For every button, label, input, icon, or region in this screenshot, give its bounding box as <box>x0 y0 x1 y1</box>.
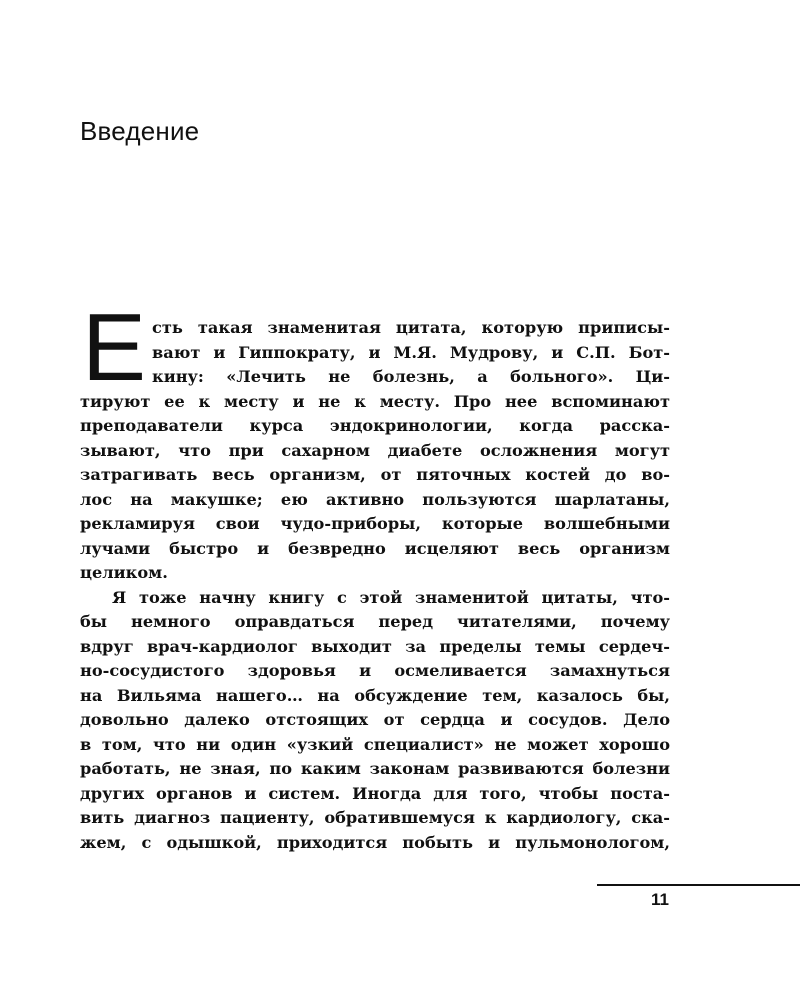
text-line: бы немного оправдаться перед читателями, почему <box>80 612 670 631</box>
footer-rule <box>597 884 800 886</box>
text-line: других органов и систем. Иногда для того, чтобы поста- <box>80 783 670 803</box>
text-line: но-сосудистого здоровья и осмеливается замахнуться <box>80 661 670 680</box>
text-line: зывают, что при сахарном диабете осложнения могут <box>80 440 670 460</box>
text-line: тируют ее к месту и не к месту. Про нее вспоминают <box>80 391 670 411</box>
text-line: вают и Гиппократу, и М.Я. Мудрову, и С.П. Бот- <box>152 342 670 362</box>
text-line: преподаватели курса эндокринологии, когда расска- <box>80 416 670 435</box>
text-line: вдруг врач-кардиолог выходит за пределы темы сердеч- <box>80 636 670 656</box>
text-line: рекламируя свои чудо-приборы, которые волшебными <box>80 514 670 533</box>
text-line: кину: «Лечить не болезнь, а больного». Ци- <box>152 367 670 386</box>
text-line: в том, что ни один «узкий специалист» не может хорошо <box>80 734 670 754</box>
text-line: довольно далеко отстоящих от сердца и сосудов. Дело <box>80 710 670 729</box>
drop-cap: Е <box>82 294 147 401</box>
text-line: жем, с одышкой, приходится побыть и пульмонологом, <box>80 832 670 852</box>
text-line: работать, не зная, по каким законам развиваются болезни <box>80 759 670 778</box>
text-line: затрагивать весь организм, от пяточных костей до во- <box>80 465 670 484</box>
text-line: лос на макушке; ею активно пользуются шарлатаны, <box>80 489 670 509</box>
page-number: 11 <box>651 890 669 909</box>
text-line: Я тоже начну книгу с этой знаменитой цитаты, что- <box>112 587 670 607</box>
text-line: вить диагноз пациенту, обратившемуся к кардиологу, ска- <box>80 808 670 827</box>
text-line: целиком. <box>80 563 168 582</box>
page-title: Введение <box>80 116 200 146</box>
text-line: на Вильяма нашего… на обсуждение тем, казалось бы, <box>80 685 670 705</box>
text-line: лучами быстро и безвредно исцеляют весь организм <box>80 538 670 558</box>
text-line: сть такая знаменитая цитата, которую приписы- <box>152 318 670 337</box>
